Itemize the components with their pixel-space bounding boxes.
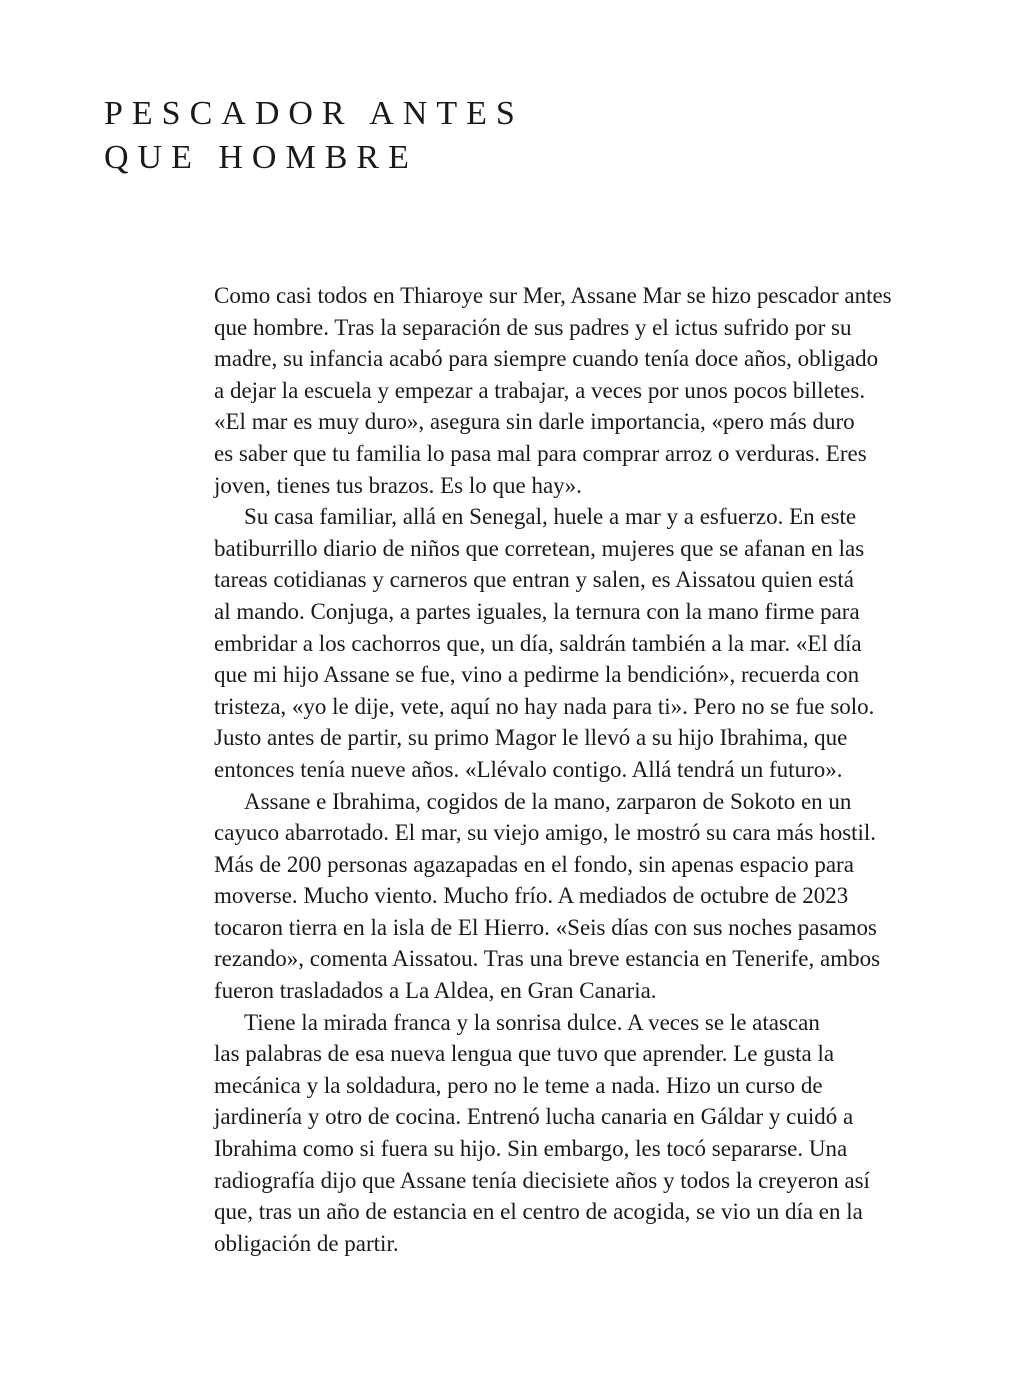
- text-line: Justo antes de partir, su primo Magor le llevó a su hijo Ibrahima, que: [214, 725, 848, 751]
- text-line: tristeza, «yo le dije, vete, aquí no hay nada para ti». Pero no se fue solo.: [214, 693, 875, 719]
- text-line: mecánica y la soldadura, pero no le teme a nada. Hizo un curso de: [214, 1072, 823, 1098]
- paragraph-3: [214, 786, 954, 1007]
- text-line: cayuco abarrotado. El mar, su viejo amigo, le mostró su cara más hostil.: [214, 820, 877, 846]
- text-line: Assane e Ibrahima, cogidos de la mano, zarparon de Sokoto en un: [244, 788, 852, 814]
- text-line: joven, tienes tus brazos. Es lo que hay».: [214, 472, 582, 498]
- text-line: embridar a los cachorros que, un día, saldrán también a la mar. «El día: [214, 630, 862, 656]
- text-line: radiografía dijo que Assane tenía diecisiete años y todos la creyeron así: [214, 1167, 870, 1193]
- text-line: jardinería y otro de cocina. Entrenó lucha canaria en Gáldar y cuidó a: [214, 1104, 854, 1130]
- text-line: es saber que tu familia lo pasa mal para comprar arroz o verduras. Eres: [214, 440, 867, 466]
- text-line: que mi hijo Assane se fue, vino a pedirme la bendición», recuerda con: [214, 662, 860, 688]
- text-line: Ibrahima como si fuera su hijo. Sin embargo, les tocó separarse. Una: [214, 1136, 848, 1162]
- text-line: al mando. Conjuga, a partes iguales, la ternura con la mano firme para: [214, 598, 860, 624]
- text-line: Tiene la mirada franca y la sonrisa dulce. A veces se le atascan: [244, 1009, 820, 1035]
- text-line: las palabras de esa nueva lengua que tuvo que aprender. Le gusta la: [214, 1041, 835, 1067]
- text-line: batiburrillo diario de niños que corretean, mujeres que se afanan en las: [214, 535, 865, 561]
- paragraph-2: [214, 501, 954, 785]
- paragraph-4: [214, 1007, 954, 1260]
- body-text: [214, 280, 954, 1259]
- chapter-title-line-2: QUE HOMBRE: [104, 139, 418, 176]
- chapter-title: [104, 92, 524, 180]
- text-line: que, tras un año de estancia en el centro de acogida, se vio un día en la: [214, 1199, 863, 1225]
- text-line: madre, su infancia acabó para siempre cuando tenía doce años, obligado: [214, 346, 879, 372]
- text-line: Su casa familiar, allá en Senegal, huele a mar y a esfuerzo. En este: [244, 504, 857, 530]
- text-line: tareas cotidianas y carneros que entran y salen, es Aissatou quien está: [214, 567, 854, 593]
- text-line: a dejar la escuela y empezar a trabajar, a veces por unos pocos billetes.: [214, 377, 866, 403]
- text-line: fueron trasladados a La Aldea, en Gran Canaria.: [214, 978, 657, 1004]
- chapter-title-line-1: PESCADOR ANTES: [104, 95, 524, 132]
- text-line: que hombre. Tras la separación de sus padres y el ictus sufrido por su: [214, 314, 852, 340]
- paragraph-1: [214, 280, 954, 501]
- text-line: entonces tenía nueve años. «Llévalo contigo. Allá tendrá un futuro».: [214, 756, 843, 782]
- text-line: rezando», comenta Aissatou. Tras una breve estancia en Tenerife, ambos: [214, 946, 881, 972]
- text-line: obligación de partir.: [214, 1230, 399, 1256]
- text-line: «El mar es muy duro», asegura sin darle importancia, «pero más duro: [214, 409, 855, 435]
- text-line: Más de 200 personas agazapadas en el fondo, sin apenas espacio para: [214, 851, 854, 877]
- text-line: moverse. Mucho viento. Mucho frío. A mediados de octubre de 2023: [214, 883, 849, 909]
- text-line: Como casi todos en Thiaroye sur Mer, Assane Mar se hizo pescador antes: [214, 283, 892, 308]
- text-line: tocaron tierra en la isla de El Hierro. «Seis días con sus noches pasamos: [214, 914, 877, 940]
